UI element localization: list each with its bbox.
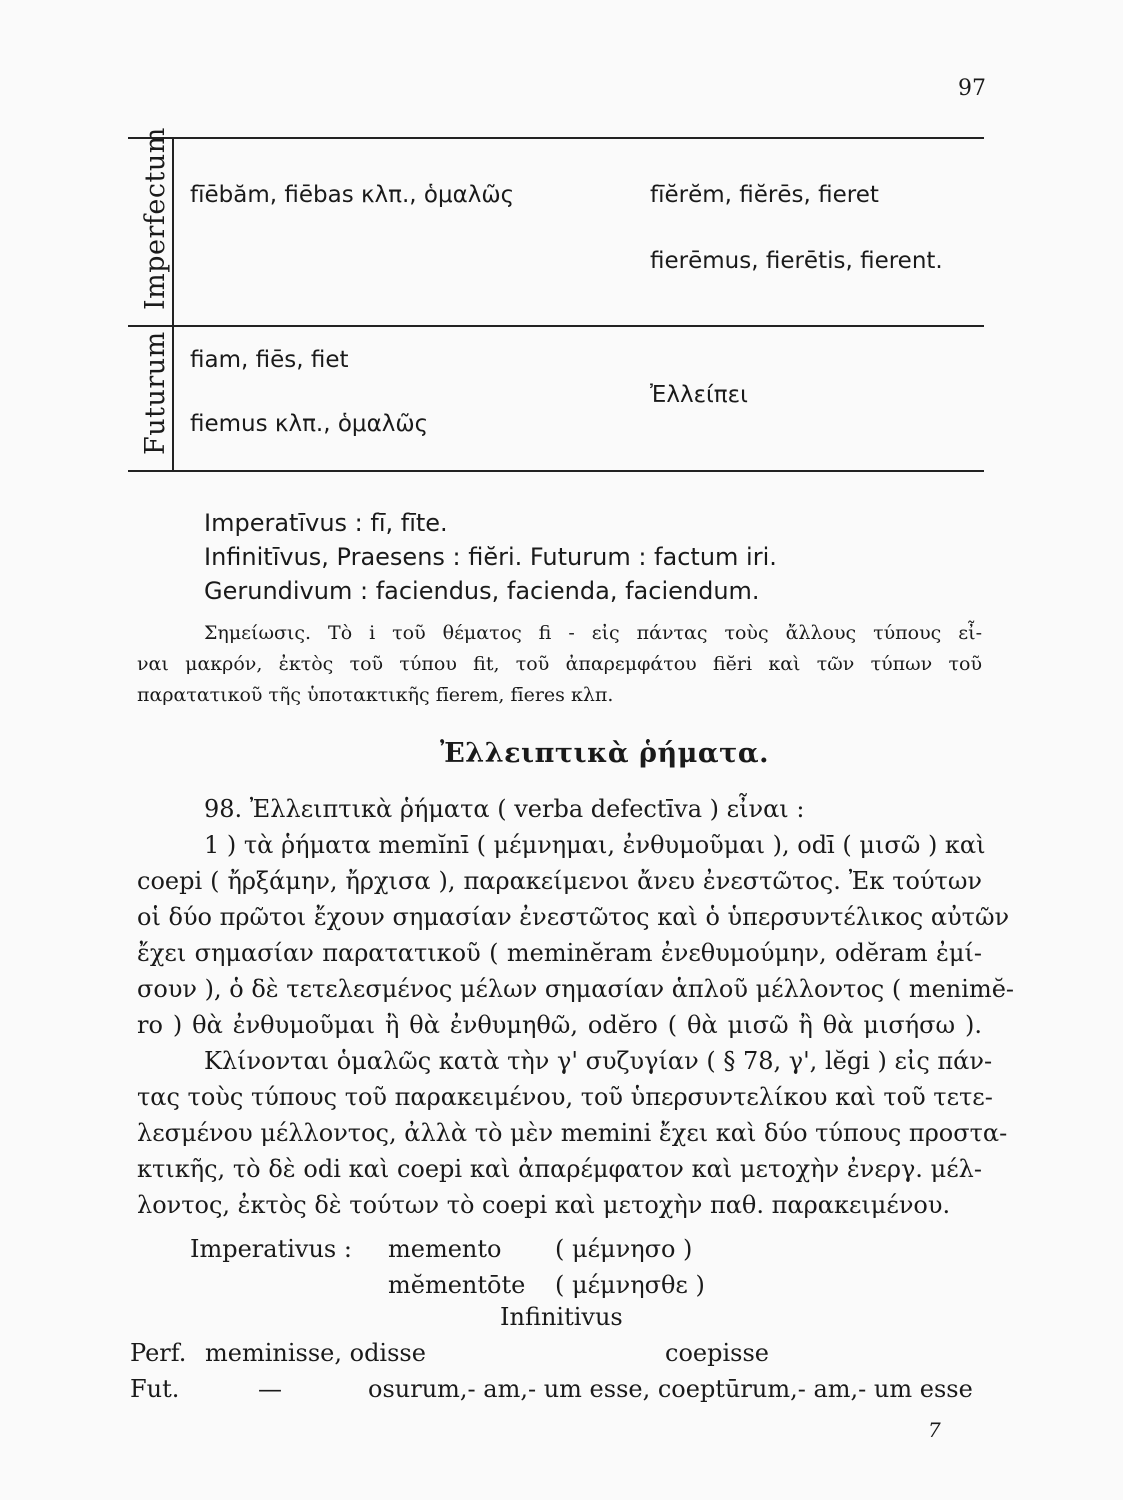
imperativus-label: Imperativus : xyxy=(190,1235,352,1263)
infinitivus-line: Infinitīvus, Praesens : fiĕri. Futurum : factum iri. xyxy=(204,543,777,571)
signature-mark: 7 xyxy=(928,1418,941,1442)
page-number: 97 xyxy=(958,76,986,101)
imperfectum-indicative: fīēbăm, fiēbas κλπ., ὁμαλῶς xyxy=(190,182,515,208)
paragraph-line: ἔχει σημασίαν παρατατικοῦ ( meminĕram ἐνεθυμούμην, odĕram ἐμί- xyxy=(137,939,982,967)
table-top-rule xyxy=(128,137,984,139)
imperativus-line: Imperatīvus : fī, fīte. xyxy=(204,509,448,537)
fut-forms: osurum,- am,- um esse, coeptūrum,- am,- um esse xyxy=(368,1375,973,1403)
paragraph-line: κτικῆς, τὸ δὲ odi καὶ coepi καὶ ἀπαρέμφατον καὶ μετοχὴν ἐνεργ. μέλ- xyxy=(137,1155,982,1183)
imperativus-form-singular: memento xyxy=(388,1235,502,1263)
perf-coepisse: coepisse xyxy=(665,1339,769,1367)
paragraph-line: οἱ δύο πρῶτοι ἔχουν σημασίαν ἐνεστῶτος καὶ ὁ ὑπερσυντέλικος αὐτῶν xyxy=(137,903,1010,931)
fut-label: Fut. xyxy=(130,1375,180,1403)
note-line-3: παρατατικοῦ τῆς ὑποτακτικῆς fīerem, fīeres κλπ. xyxy=(137,684,614,706)
futurum-singular: fiam, fiēs, fiet xyxy=(190,347,349,373)
table-mid-rule xyxy=(128,325,984,327)
paragraph-line: 98. Ἐλλειπτικὰ ῥήματα ( verba defectīva ) εἶναι : xyxy=(204,795,805,823)
table-label-divider xyxy=(172,137,174,470)
perf-forms: meminisse, odisse xyxy=(205,1339,426,1367)
paragraph-line: τας τοὺς τύπους τοῦ παρακειμένου, τοῦ ὑπερσυντελίκου καὶ τοῦ τετε- xyxy=(137,1083,993,1111)
paragraph-line: 1 ) τὰ ῥήματα memĭnī ( μέμνημαι, ἐνθυμοῦμαι ), odī ( μισῶ ) καὶ xyxy=(204,831,986,859)
fut-dash: — xyxy=(258,1375,282,1403)
section-heading: Ἐλλειπτικὰ ῥήματα. xyxy=(440,738,769,769)
imperativus-gloss-plural: ( μέμνησθε ) xyxy=(555,1271,705,1299)
paragraph-line: ro ) θὰ ἐνθυμοῦμαι ἢ θὰ ἐνθυμηθῶ, odĕro ( θὰ μισῶ ἢ θὰ μισήσω ). xyxy=(137,1011,982,1039)
paragraph-line: σουν ), ὁ δὲ τετελεσμένος μέλων σημασίαν ἁπλοῦ μέλλοντος ( menimĕ- xyxy=(137,975,1015,1003)
table-bottom-rule xyxy=(128,470,984,472)
futurum-label: Futurum xyxy=(140,331,171,455)
gerundivum-line: Gerundivum : faciendus, facienda, faciendum. xyxy=(204,577,760,605)
imperativus-gloss-singular: ( μέμνησο ) xyxy=(555,1235,693,1263)
futurum-subjunctive-missing: Ἐλλείπει xyxy=(650,382,748,408)
infinitivus-heading: Infinitivus xyxy=(500,1303,623,1331)
paragraph-line: coepi ( ἤρξάμην, ἤρχισα ), παρακείμενοι ἄνευ ἐνεστῶτος. Ἐκ τούτων xyxy=(137,867,982,895)
perf-label: Perf. xyxy=(130,1339,187,1367)
note-line-1: Σημείωσις. Τὸ i τοῦ θέματος fi - εἰς πάντας τοὺς ἄλλους τύπους εἶ- xyxy=(204,622,982,644)
paragraph-line: λοντος, ἐκτὸς δὲ τούτων τὸ coepi καὶ μετοχὴν παθ. παρακειμένου. xyxy=(137,1191,951,1219)
imperativus-form-plural: mĕmentōte xyxy=(388,1271,526,1299)
imperfectum-label: Imperfectum xyxy=(140,127,171,310)
imperfectum-subjunctive-singular: fīĕrĕm, fiĕrēs, fieret xyxy=(650,182,879,208)
paragraph-line: λεσμένου μέλλοντος, ἀλλὰ τὸ μὲν memini ἔχει καὶ δύο τύπους προστα- xyxy=(137,1119,1008,1147)
futurum-plural: fiemus κλπ., ὁμαλῶς xyxy=(190,411,429,437)
paragraph-line: Κλίνονται ὁμαλῶς κατὰ τὴν γ' συζυγίαν ( § 78, γ', lĕgi ) εἰς πάν- xyxy=(204,1047,993,1075)
imperfectum-subjunctive-plural: fierēmus, fierētis, fierent. xyxy=(650,248,943,274)
note-line-2: ναι μακρόν, ἐκτὸς τοῦ τύπου fit, τοῦ ἀπαρεμφάτου fiĕri καὶ τῶν τύπων τοῦ xyxy=(137,653,982,675)
